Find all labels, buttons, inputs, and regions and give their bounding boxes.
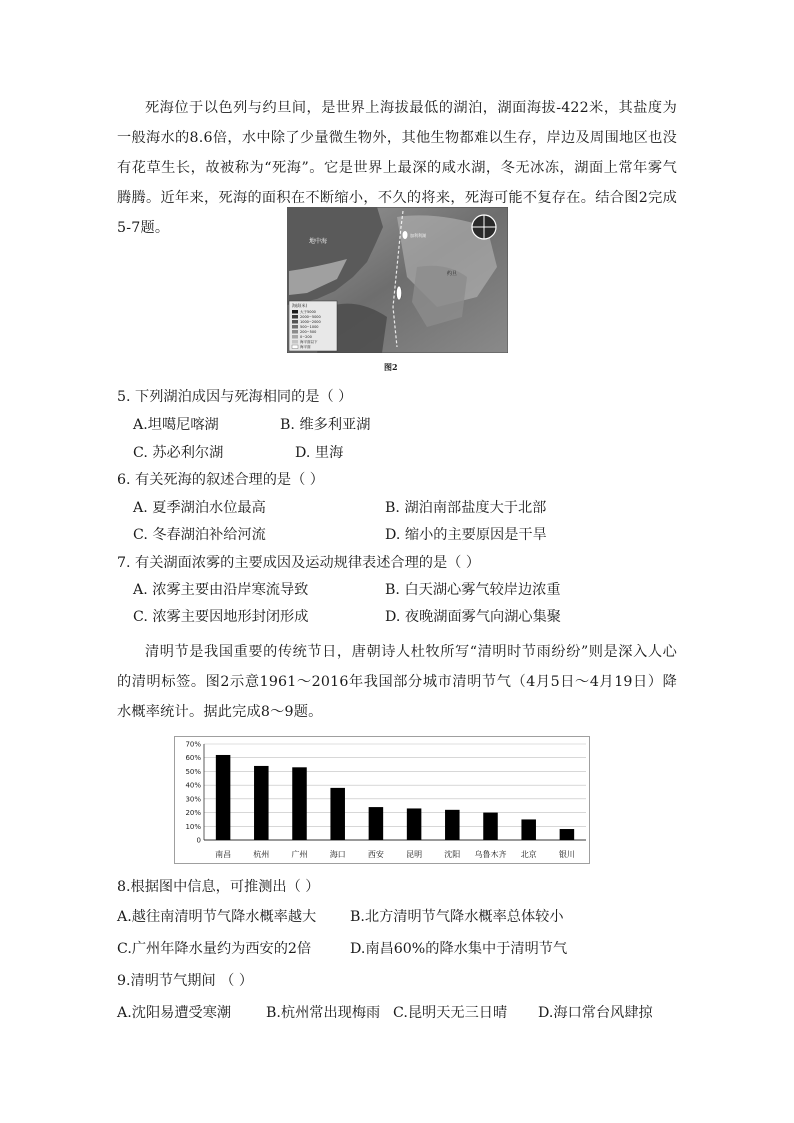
legend-item: 1000~2000 <box>300 320 321 324</box>
x-tick-label: 杭州 <box>253 850 270 859</box>
y-tick-label: 0 <box>196 836 201 845</box>
x-tick-label: 南昌 <box>215 850 232 859</box>
legend-item: 2000~5000 <box>300 315 321 319</box>
question-6-option-a: A. 夏季湖泊水位最高 <box>133 500 266 516</box>
x-tick-label: 海口 <box>329 850 346 859</box>
bar-6 <box>407 808 422 840</box>
question-6-option-b: B. 湖泊南部盐度大于北部 <box>385 500 547 516</box>
question-8-option-d: D.南昌60%的降水集中于清明节气 <box>350 941 568 957</box>
question-5-option-d: D. 里海 <box>295 445 344 461</box>
question-6-option-c: C. 冬春湖泊补给河流 <box>133 527 266 543</box>
bar-8 <box>483 813 498 840</box>
bar-5 <box>369 807 384 840</box>
chart-frame <box>175 737 590 864</box>
y-tick-label: 30% <box>185 795 201 804</box>
question-9-stem: 9.清明节气期间 （ ） <box>117 973 254 989</box>
legend-item: 大于5000 <box>300 310 316 314</box>
question-8-stem: 8.根据图中信息，可推测出（ ） <box>117 879 320 895</box>
question-7-option-a: A. 浓雾主要由沿岸寒流导致 <box>133 582 309 598</box>
question-5-option-c: C. 苏必利尔湖 <box>133 445 224 461</box>
legend-item: 海平面以下 <box>300 340 318 344</box>
question-9-option-d: D.海口常台风肆掠 <box>538 1005 653 1021</box>
x-tick-label: 广州 <box>291 850 308 859</box>
intro-paragraph-qingming: 清明节是我国重要的传统节日，唐朝诗人杜牧所写“清明时节雨纷纷”则是深入人心的清明标签。图2示意1961～2016年我国部分城市清明节气（4月5日～4月19日）降水概率统计。据此完成8～9题。 <box>117 644 677 720</box>
x-tick-label: 银川 <box>558 850 575 859</box>
intro-paragraph-dead-sea: 死海位于以色列与约旦间，是世界上海拔最低的湖泊，湖面海拔-422米，其盐度为一般海水的8.6倍，水中除了少量微生物外，其他生物都难以生存，岸边及周围地区也没有花草生长，故被称为“死海”。它是世界上最深的咸水湖，冬无冰冻，湖面上常年雾气腾腾。近年来，死海的面积在不断缩小，不久的将来，死海可能不复存在。结合图2完成5-7题。 <box>117 100 677 236</box>
question-8-option-b: B.北方清明节气降水概率总体较小 <box>350 909 564 925</box>
question-7-option-d: D. 夜晚湖面雾气向湖心集聚 <box>385 609 561 625</box>
bar-1 <box>216 755 231 840</box>
bar-9 <box>521 819 536 840</box>
question-9-option-a: A.沈阳易遭受寒潮 <box>117 1005 232 1021</box>
dead-sea-marker <box>396 286 401 300</box>
lake-label: 加利利湖 <box>410 233 426 238</box>
dead-sea-map <box>287 207 508 353</box>
x-tick-label: 沈阳 <box>444 850 461 859</box>
y-tick-label: 40% <box>185 781 201 790</box>
question-5-stem: 5. 下列湖泊成因与死海相同的是（ ） <box>117 389 353 405</box>
bar-2 <box>254 766 269 840</box>
y-tick-label: 20% <box>185 809 201 818</box>
lake-galilee-marker <box>403 231 408 239</box>
legend-item: 500~1000 <box>300 325 319 329</box>
y-tick-label: 50% <box>185 767 201 776</box>
figure-caption: 图2 <box>384 362 398 372</box>
map-legend <box>289 301 337 351</box>
question-5-option-a: A.坦噶尼喀湖 <box>133 417 219 433</box>
legend-title: 海拔(米) <box>292 303 308 308</box>
y-tick-label: 60% <box>185 754 201 763</box>
question-9-option-c: C.昆明天无三日晴 <box>393 1005 508 1021</box>
legend-item: 海平面 <box>300 345 311 349</box>
y-tick-label: 10% <box>185 822 201 831</box>
bar-4 <box>330 788 345 840</box>
legend-item: 0~200 <box>300 335 312 339</box>
x-tick-label: 西安 <box>367 850 384 859</box>
precipitation-probability-chart <box>174 736 590 864</box>
question-7-stem: 7. 有关湖面浓雾的主要成因及运动规律表述合理的是（ ） <box>117 555 481 571</box>
question-7-option-b: B. 白天湖心雾气较岸边浓重 <box>385 582 561 598</box>
sea-label: 地中海 <box>309 238 328 245</box>
country-label: 约旦 <box>447 271 458 277</box>
bar-7 <box>445 810 460 840</box>
question-6-stem: 6. 有关死海的叙述合理的是（ ） <box>117 472 324 488</box>
question-9-option-b: B.杭州常出现梅雨 <box>266 1005 381 1021</box>
question-6-option-d: D. 缩小的主要原因是干旱 <box>385 527 547 543</box>
bar-3 <box>292 767 307 840</box>
question-5-option-b: B. 维多利亚湖 <box>280 417 371 433</box>
legend-item: 200~500 <box>300 330 317 334</box>
x-tick-label: 昆明 <box>406 850 423 859</box>
question-8-option-c: C.广州年降水量约为西安的2倍 <box>117 941 312 957</box>
y-tick-label: 70% <box>185 740 201 749</box>
x-tick-label: 北京 <box>520 850 537 859</box>
question-7-option-c: C. 浓雾主要因地形封闭形成 <box>133 609 309 625</box>
bar-10 <box>560 829 575 840</box>
question-8-option-a: A.越往南清明节气降水概率越大 <box>117 909 317 925</box>
x-tick-label: 乌鲁木齐 <box>474 850 507 859</box>
